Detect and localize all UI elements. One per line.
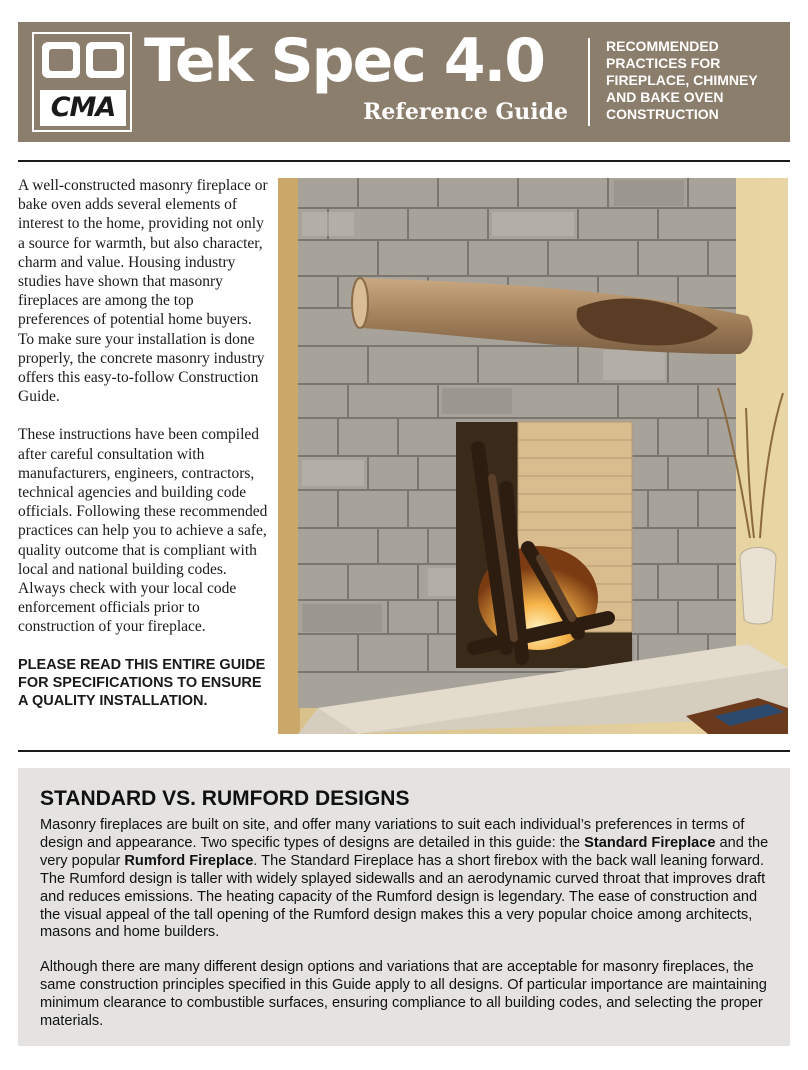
intro-column bbox=[18, 176, 268, 729]
tagline-line: PRACTICES FOR bbox=[606, 55, 721, 71]
logo-block-icon bbox=[42, 42, 80, 78]
tagline-line: RECOMMENDED bbox=[606, 38, 719, 54]
rumford-fireplace-term: Rumford Fireplace bbox=[124, 852, 254, 869]
text-run: and the very popular bbox=[40, 834, 769, 869]
text-run: Masonry fireplaces are built on site, and offer many variations to suit each individual’s preferences in terms of design and appearance. Two specific types of designs are detailed in this guide: the bbox=[40, 817, 745, 851]
read-notice: PLEASE READ THIS ENTIRE GUIDE FOR SPECIFICATIONS TO ENSURE A QUALITY INSTALLATION. bbox=[18, 656, 266, 709]
logo-block-icon bbox=[86, 42, 124, 78]
cma-logo bbox=[32, 32, 132, 132]
tagline-line: CONSTRUCTION bbox=[606, 106, 719, 122]
fireplace-image-icon bbox=[278, 178, 788, 734]
banner-divider bbox=[588, 38, 590, 126]
tagline-line: AND BAKE OVEN bbox=[606, 89, 724, 105]
tagline bbox=[606, 38, 786, 123]
intro-paragraph-1: A well-constructed masonry fireplace or bake oven adds several elements of interest to the home, providing not only a source for warmth, but also character, charm and value. Housing industry studies have shown that masonry fireplaces are among the top preferences of potential home buyers. To make sure your installation is done properly, the concrete masonry industry offers this easy-to-follow Construction Guide. bbox=[18, 177, 268, 406]
section-body bbox=[40, 817, 770, 1048]
designs-section bbox=[18, 768, 790, 1046]
standard-fireplace-term: Standard Fireplace bbox=[584, 834, 716, 851]
tagline-line: FIREPLACE, CHIMNEY bbox=[606, 72, 758, 88]
section-paragraph-1 bbox=[40, 817, 770, 942]
top-divider bbox=[18, 160, 790, 162]
document-title: Tek Spec 4.0 bbox=[144, 26, 545, 96]
fireplace-photo bbox=[278, 178, 788, 734]
section-paragraph-2: Although there are many different design options and variations that are acceptable for masonry fireplaces, the same construction principles specified in this Guide apply to all designs. Of particular importance are maintaining minimum clearance to combustible surfaces, ensuring compliance to all building codes, and selecting the proper materials. bbox=[40, 959, 767, 1030]
intro-paragraph-2: These instructions have been compiled after careful consultation with manufacturers, engineers, contractors, technical agencies and building code officials. Following these recommended practices can help you to achieve a safe, quality outcome that is compliant with local and national building codes. Always check with your local code enforcement officials prior to construction of your fireplace. bbox=[18, 426, 268, 636]
text-run: . The Standard Fireplace has a short firebox with the back wall leaning forward. The Rumford design is taller with widely splayed sidewalls and an aerodynamic curved throat that improves draft and reduces emissions. The heating capacity of the Rumford design is legendary. The ease of construction and the visual appeal of the tall opening of the Rumford design makes this a very popular choice among architects, masons and home builders. bbox=[40, 852, 766, 941]
mid-divider bbox=[18, 750, 790, 752]
logo-text: CMA bbox=[40, 90, 126, 126]
section-heading: STANDARD VS. RUMFORD DESIGNS bbox=[40, 787, 410, 810]
header-banner bbox=[18, 22, 790, 142]
document-subtitle: Reference Guide bbox=[363, 99, 568, 125]
